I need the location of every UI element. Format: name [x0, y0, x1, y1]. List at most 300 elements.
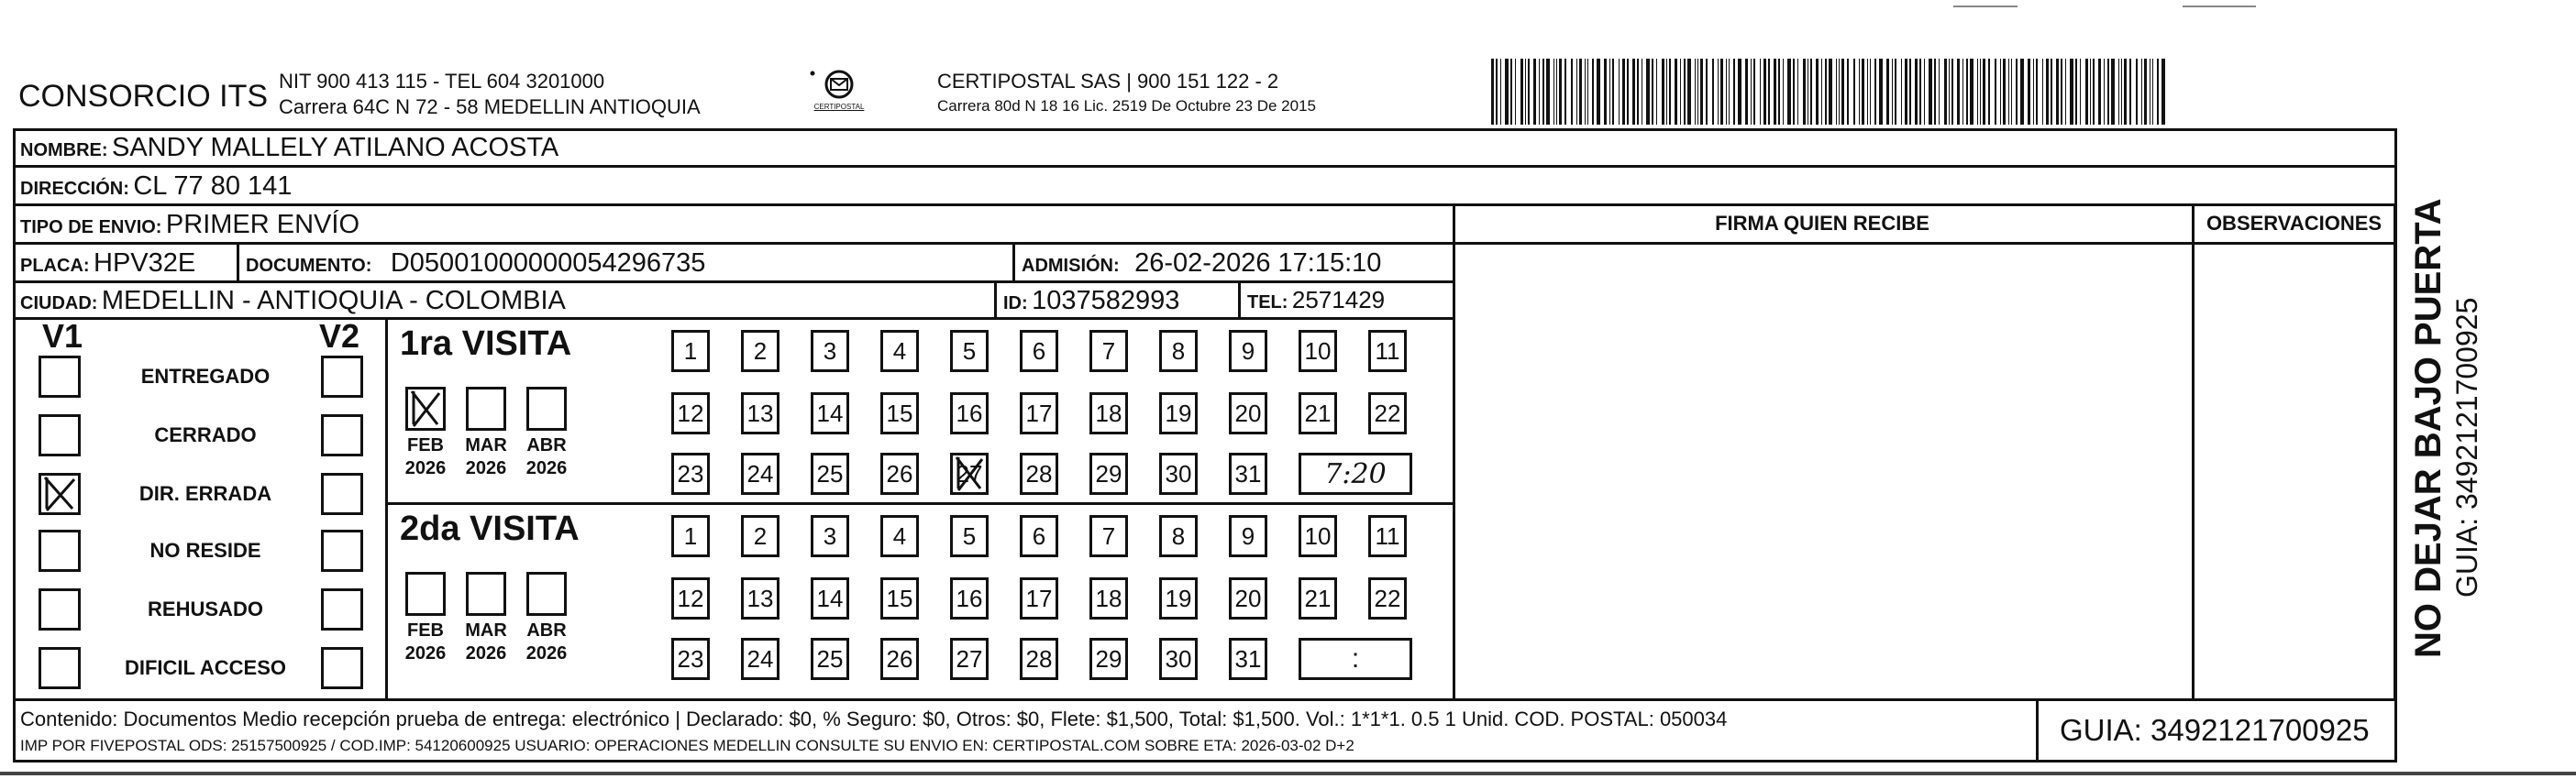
barcode-bar	[2042, 59, 2043, 125]
day-box[interactable]	[1089, 638, 1128, 680]
day-box[interactable]	[1159, 638, 1198, 680]
day-number: 23	[677, 459, 704, 488]
day-box[interactable]	[1089, 392, 1128, 434]
day-box[interactable]	[1229, 392, 1267, 434]
barcode-bar	[1924, 59, 1925, 125]
barcode-bar	[2124, 59, 2127, 125]
barcode-bar	[1726, 59, 1727, 125]
day-number: 2	[753, 336, 768, 365]
day-box[interactable]	[741, 577, 779, 620]
day-number: 16	[956, 399, 983, 427]
barcode-bar	[1546, 59, 1550, 125]
day-number: 12	[677, 399, 704, 427]
day-box[interactable]	[1159, 577, 1198, 620]
v2-checkbox[interactable]	[321, 356, 363, 398]
barcode-bar	[1632, 59, 1635, 125]
barcode-bar	[1637, 59, 1639, 125]
documento-field	[246, 248, 705, 279]
day-number: 14	[816, 399, 844, 427]
barcode-bar	[2118, 59, 2119, 125]
day-number: 1	[683, 521, 698, 550]
month-label	[400, 434, 451, 480]
barcode-bar	[1977, 59, 1978, 125]
month-year: 2026	[404, 643, 447, 664]
barcode-bar	[1816, 59, 1819, 125]
day-number: 30	[1165, 459, 1192, 488]
footer-print-info: IMP POR FIVEPOSTAL ODS: 25157500925 / COD.IMP: 54120600925 USUARIO: OPERACIONES MEDELLIN CONSULTE SU ENVIO EN: CERTIPOSTAL.COM SOBRE ETA: 2026-03-02 D+2	[20, 737, 1354, 754]
month-label	[521, 620, 572, 665]
day-box[interactable]	[811, 577, 849, 620]
barcode-bar	[1505, 59, 1509, 125]
admision-field	[1022, 248, 1381, 279]
barcode-bar	[1901, 59, 1902, 125]
v1-checkbox[interactable]	[39, 356, 81, 398]
tel-label: TEL:	[1247, 292, 1288, 313]
day-box[interactable]	[671, 515, 710, 557]
day-box[interactable]	[811, 330, 849, 372]
day-number: 6	[1032, 336, 1046, 365]
status-option-label: DIR. ERRADA	[138, 482, 272, 505]
day-box[interactable]	[671, 577, 710, 620]
month-label	[460, 620, 512, 665]
day-box[interactable]	[1020, 638, 1058, 680]
barcode-bar	[1533, 59, 1536, 125]
barcode-bar	[1951, 59, 1953, 125]
day-number: 28	[1025, 459, 1053, 488]
barcode-bar	[2093, 59, 2095, 125]
day-number: 26	[886, 459, 913, 488]
day-box[interactable]	[1299, 577, 1337, 620]
day-box[interactable]	[1020, 330, 1058, 372]
hand-mark-x-icon	[41, 476, 78, 512]
barcode-bar	[1553, 59, 1554, 125]
barcode-bar	[2065, 59, 2066, 125]
month-checkbox[interactable]	[526, 572, 567, 616]
ciudad-field	[20, 286, 566, 316]
barcode-bar	[1980, 59, 1981, 125]
barcode-bar	[1859, 59, 1860, 125]
day-box[interactable]	[1368, 392, 1407, 434]
visit-title: 2da VISITA	[400, 510, 580, 548]
barcode-bar	[2016, 59, 2018, 125]
barcode-bar	[2061, 59, 2062, 125]
day-number: 7	[1101, 521, 1116, 550]
day-box[interactable]	[811, 392, 849, 434]
barcode-bar	[2161, 59, 2165, 125]
day-number: 5	[962, 521, 977, 550]
barcode-bar	[1579, 59, 1582, 125]
barcode-bar	[1612, 59, 1614, 125]
month-year: 2026	[465, 458, 507, 478]
day-box[interactable]	[950, 392, 989, 434]
day-number: 15	[886, 584, 913, 612]
day-box[interactable]	[1089, 453, 1128, 495]
barcode-bar	[1745, 59, 1748, 125]
barcode-bar	[1797, 59, 1798, 125]
day-box[interactable]	[1020, 515, 1058, 557]
barcode-bar	[1571, 59, 1573, 125]
v1-checkbox[interactable]	[39, 473, 81, 515]
day-number: 26	[886, 644, 913, 673]
hand-mark-x-icon	[953, 455, 986, 492]
day-box[interactable]	[741, 515, 779, 557]
day-box[interactable]	[1020, 392, 1058, 434]
barcode-bar	[1783, 59, 1784, 125]
barcode-bar	[1841, 59, 1844, 125]
day-number: 12	[677, 584, 704, 612]
day-box[interactable]	[1159, 453, 1198, 495]
day-box[interactable]	[950, 330, 989, 372]
barcode-bar	[1962, 59, 1963, 125]
v2-checkbox[interactable]	[321, 414, 363, 456]
day-box[interactable]	[671, 330, 710, 372]
day-box[interactable]	[1299, 392, 1337, 434]
day-box[interactable]	[880, 392, 919, 434]
day-box[interactable]	[1229, 638, 1267, 680]
barcode-bar	[1556, 59, 1557, 125]
day-number: 16	[956, 584, 983, 612]
day-box[interactable]	[950, 515, 989, 557]
month-name: ABR	[526, 435, 567, 455]
day-number: 9	[1241, 336, 1255, 365]
company-nit: NIT 900 413 115 - TEL 604 3201000	[279, 70, 605, 93]
nombre-label: NOMBRE:	[20, 140, 108, 160]
barcode-bar	[1886, 59, 1889, 125]
barcode-bar	[1542, 59, 1544, 125]
barcode-bar	[1774, 59, 1776, 125]
day-box[interactable]	[1020, 453, 1058, 495]
day-number: 10	[1304, 336, 1332, 365]
barcode-bar	[1712, 59, 1714, 125]
day-box[interactable]	[880, 330, 919, 372]
barcode-bar	[2136, 59, 2138, 125]
observaciones-header: OBSERVACIONES	[2206, 212, 2383, 235]
barcode-bar	[2070, 59, 2073, 125]
barcode	[1491, 59, 2170, 125]
barcode-bar	[1656, 59, 1657, 125]
id-value: 1037582993	[1032, 286, 1180, 315]
admision-value: 26-02-2026 17:15:10	[1134, 248, 1382, 278]
tipo-envio-value: PRIMER ENVÍO	[165, 210, 360, 239]
day-number: 21	[1304, 584, 1332, 612]
day-box[interactable]	[1089, 577, 1128, 620]
day-box[interactable]	[880, 515, 919, 557]
barcode-bar	[2003, 59, 2006, 125]
barcode-bar	[2085, 59, 2088, 125]
v2-checkbox[interactable]	[321, 588, 363, 631]
day-box[interactable]	[1229, 330, 1267, 372]
barcode-bar	[1829, 59, 1832, 125]
day-box[interactable]	[950, 638, 989, 680]
v1-checkbox[interactable]	[39, 530, 81, 572]
day-box[interactable]	[1229, 577, 1267, 620]
day-box[interactable]	[1159, 515, 1198, 557]
barcode-bar	[1697, 59, 1698, 125]
envelope-logo-icon	[807, 68, 871, 119]
day-box[interactable]	[1089, 515, 1128, 557]
day-box[interactable]	[1229, 453, 1267, 495]
barcode-bar	[1687, 59, 1691, 125]
documento-label: DOCUMENTO:	[246, 256, 372, 276]
visit-title: 1ra VISITA	[400, 324, 572, 363]
day-number: 17	[1025, 399, 1053, 427]
time-box[interactable]: 7:20	[1299, 453, 1412, 495]
barcode-bar	[1870, 59, 1871, 125]
day-box[interactable]	[1368, 330, 1407, 372]
day-box[interactable]	[1159, 392, 1198, 434]
v2-label: V2	[319, 317, 360, 355]
day-box[interactable]	[671, 453, 710, 495]
day-box[interactable]	[1299, 515, 1337, 557]
day-number: 4	[892, 336, 907, 365]
day-number: 18	[1095, 399, 1122, 427]
barcode-bar	[1751, 59, 1752, 125]
barcode-bar	[1706, 59, 1708, 125]
barcode-bar	[1500, 59, 1501, 125]
day-number: 27	[956, 459, 983, 488]
day-number: 20	[1234, 399, 1262, 427]
barcode-bar	[1559, 59, 1562, 125]
barcode-bar	[1778, 59, 1780, 125]
day-box[interactable]	[1159, 330, 1198, 372]
barcode-bar	[1874, 59, 1876, 125]
barcode-bar	[1939, 59, 1940, 125]
tel-field	[1247, 286, 1385, 314]
month-name: FEB	[407, 620, 444, 641]
barcode-bar	[1718, 59, 1719, 125]
month-year: 2026	[404, 458, 447, 478]
barcode-bar	[1627, 59, 1629, 125]
barcode-bar	[2033, 59, 2034, 125]
day-box[interactable]	[880, 638, 919, 680]
barcode-bar	[1520, 59, 1523, 125]
day-box[interactable]	[880, 453, 919, 495]
direccion-label: DIRECCIÓN:	[20, 179, 129, 199]
barcode-bar	[1763, 59, 1766, 125]
day-number: 1	[683, 336, 698, 365]
month-label	[460, 434, 512, 480]
month-checkbox[interactable]	[405, 387, 446, 431]
day-number: 3	[823, 336, 837, 365]
day-box[interactable]	[811, 515, 849, 557]
barcode-bar	[1934, 59, 1936, 125]
month-name: MAR	[465, 620, 507, 641]
month-checkbox[interactable]	[526, 387, 567, 431]
nombre-value: SANDY MALLELY ATILANO ACOSTA	[112, 133, 559, 162]
barcode-bar	[1609, 59, 1610, 125]
month-label	[400, 620, 451, 665]
barcode-bar	[2098, 59, 2101, 125]
barcode-bar	[1720, 59, 1723, 125]
barcode-bar	[1966, 59, 1968, 125]
barcode-bar	[1700, 59, 1703, 125]
tipo-envio-label: TIPO DE ENVIO:	[20, 217, 162, 237]
v1-checkbox[interactable]	[39, 647, 81, 689]
barcode-bar	[1576, 59, 1577, 125]
barcode-bar	[1983, 59, 1985, 125]
day-box[interactable]	[741, 638, 779, 680]
barcode-bar	[1919, 59, 1921, 125]
barcode-bar	[2000, 59, 2001, 125]
v2-checkbox[interactable]	[321, 530, 363, 572]
barcode-bar	[1528, 59, 1530, 125]
barcode-bar	[1793, 59, 1795, 125]
barcode-bar	[1810, 59, 1812, 125]
day-box[interactable]	[671, 638, 710, 680]
day-box[interactable]	[950, 453, 989, 495]
barcode-bar	[1652, 59, 1653, 125]
barcode-bar	[1510, 59, 1512, 125]
day-number: 17	[1025, 584, 1053, 612]
side-guia: GUIA: 3492121700925	[2450, 297, 2483, 598]
barcode-bar	[1669, 59, 1671, 125]
day-box[interactable]	[671, 392, 710, 434]
barcode-bar	[1675, 59, 1677, 125]
direccion-row	[20, 171, 292, 202]
company-name: CONSORCIO ITS	[18, 79, 269, 114]
footer-guia: GUIA: 3492121700925	[2060, 713, 2370, 747]
barcode-bar	[1862, 59, 1864, 125]
v1-checkbox[interactable]	[39, 588, 81, 631]
barcode-bar	[2028, 59, 2030, 125]
day-box[interactable]	[950, 577, 989, 620]
month-checkbox[interactable]	[466, 387, 506, 431]
month-name: ABR	[526, 620, 567, 641]
barcode-bar	[1662, 59, 1664, 125]
barcode-bar	[1760, 59, 1761, 125]
admision-label: ADMISIÓN:	[1022, 256, 1120, 276]
barcode-bar	[1515, 59, 1516, 125]
no-dejar-warning: NO DEJAR BAJO PUERTA	[2408, 198, 2449, 658]
day-box[interactable]	[1229, 515, 1267, 557]
status-option-label: REHUSADO	[148, 598, 263, 620]
barcode-bar	[2090, 59, 2091, 125]
month-checkbox[interactable]	[405, 572, 446, 616]
firma-header: FIRMA QUIEN RECIBE	[1715, 212, 1929, 235]
day-box[interactable]	[1299, 330, 1337, 372]
barcode-bar	[1695, 59, 1696, 125]
barcode-bar	[1915, 59, 1918, 125]
barcode-bar	[2011, 59, 2012, 125]
barcode-bar	[1680, 59, 1681, 125]
ciudad-value: MEDELLIN - ANTIOQUIA - COLOMBIA	[101, 286, 566, 315]
barcode-bar	[2111, 59, 2115, 125]
status-option-label: NO RESIDE	[149, 539, 261, 562]
barcode-bar	[1491, 59, 1494, 125]
day-number: 8	[1171, 521, 1186, 550]
placa-value: HPV32E	[94, 248, 196, 278]
month-year: 2026	[525, 458, 568, 478]
month-name: MAR	[465, 435, 507, 455]
placa-label: PLACA:	[20, 256, 90, 276]
barcode-bar	[1619, 59, 1620, 125]
barcode-bar	[1853, 59, 1855, 125]
day-number: 22	[1374, 584, 1401, 612]
day-box[interactable]	[741, 330, 779, 372]
status-option-label: ENTREGADO	[140, 365, 271, 388]
barcode-bar	[1539, 59, 1540, 125]
barcode-bar	[2129, 59, 2131, 125]
barcode-bar	[1944, 59, 1947, 125]
direccion-value: CL 77 80 141	[133, 171, 293, 201]
day-number: 22	[1374, 399, 1401, 427]
barcode-bar	[2107, 59, 2109, 125]
day-box[interactable]	[811, 638, 849, 680]
documento-value: D05001000000054296735	[390, 248, 706, 278]
barcode-bar	[2056, 59, 2059, 125]
barcode-bar	[1929, 59, 1932, 125]
status-option-label: DIFICIL ACCESO	[124, 656, 286, 679]
day-number: 11	[1375, 521, 1400, 550]
barcode-bar	[2080, 59, 2081, 125]
barcode-bar	[1957, 59, 1960, 125]
tipo-envio-row	[20, 210, 359, 240]
barcode-bar	[1587, 59, 1588, 125]
barcode-bar	[2152, 59, 2153, 125]
barcode-bar	[1768, 59, 1770, 125]
barcode-bar	[1496, 59, 1498, 125]
barcode-bar	[1753, 59, 1755, 125]
barcode-bar	[1525, 59, 1526, 125]
day-number: 5	[962, 336, 977, 365]
v1-checkbox[interactable]	[39, 414, 81, 456]
day-number: 21	[1304, 399, 1332, 427]
day-number: 23	[677, 644, 704, 673]
v2-checkbox[interactable]	[321, 473, 363, 515]
footer-content: Contenido: Documentos Medio recepción prueba de entrega: electrónico | Declarado: $0, % Seguro: $0, Otros: $0, Flete: $1,500, Total: $1,500. Vol.: 1*1*1. 0.5 1 Unid. COD. POSTAL: 050034	[20, 708, 1728, 730]
month-checkbox[interactable]	[466, 572, 506, 616]
day-number: 28	[1025, 644, 1053, 673]
day-number: 24	[746, 459, 774, 488]
day-box[interactable]	[811, 453, 849, 495]
time-box[interactable]: :	[1299, 638, 1412, 680]
barcode-bar	[1733, 59, 1735, 125]
barcode-bar	[2020, 59, 2024, 125]
day-number: 10	[1304, 521, 1332, 550]
barcode-bar	[1622, 59, 1625, 125]
barcode-bar	[1892, 59, 1893, 125]
day-number: 4	[892, 521, 907, 550]
barcode-bar	[2141, 59, 2142, 125]
day-box[interactable]	[1368, 577, 1407, 620]
day-number: 11	[1375, 336, 1400, 365]
barcode-bar	[1988, 59, 1990, 125]
day-number: 19	[1165, 399, 1192, 427]
carrier-name: CERTIPOSTAL SAS | 900 151 122 - 2	[937, 70, 1279, 93]
barcode-bar	[1666, 59, 1667, 125]
day-box[interactable]	[1089, 330, 1128, 372]
day-number: 2	[753, 521, 768, 550]
barcode-bar	[1821, 59, 1822, 125]
day-number: 19	[1165, 584, 1192, 612]
day-box[interactable]	[880, 577, 919, 620]
day-number: 13	[746, 584, 774, 612]
carrier-license: Carrera 80d N 18 16 Lic. 2519 De Octubre 23 De 2015	[937, 97, 1316, 115]
barcode-bar	[1787, 59, 1791, 125]
barcode-bar	[1585, 59, 1586, 125]
day-box[interactable]	[741, 392, 779, 434]
barcode-bar	[1879, 59, 1883, 125]
day-box[interactable]	[741, 453, 779, 495]
day-number: 20	[1234, 584, 1262, 612]
barcode-bar	[2157, 59, 2159, 125]
v2-checkbox[interactable]	[321, 647, 363, 689]
day-number: 25	[816, 459, 844, 488]
day-box[interactable]	[1020, 577, 1058, 620]
barcode-bar	[2008, 59, 2009, 125]
day-box[interactable]	[1368, 515, 1407, 557]
barcode-bar	[1970, 59, 1973, 125]
